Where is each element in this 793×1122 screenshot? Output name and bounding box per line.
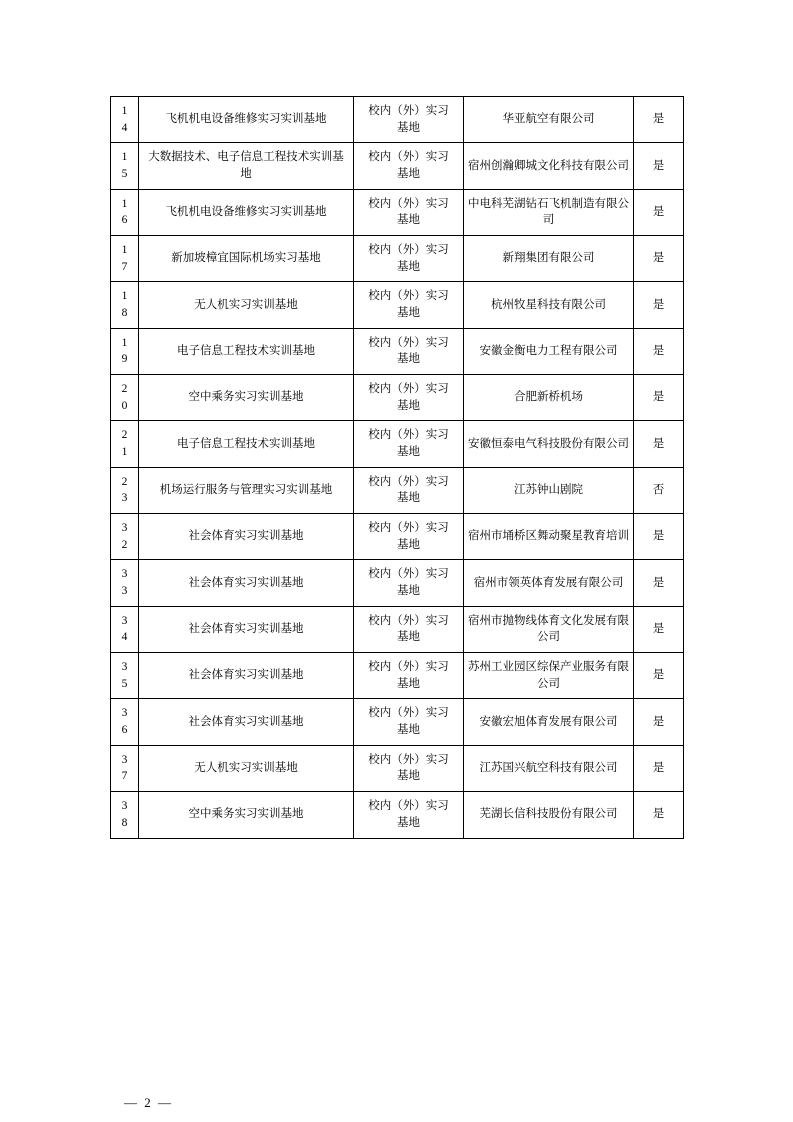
row-index-cell: 1 8 — [111, 282, 139, 328]
base-type-cell — [354, 328, 464, 374]
base-type-line1: 校内（外）实习 — [368, 244, 449, 257]
base-type-line1: 校内（外）实习 — [368, 568, 449, 581]
table-row — [111, 282, 684, 328]
offcampus-flag-cell: 否 — [634, 467, 684, 513]
partner-org-cell: 华亚航空有限公司 — [464, 97, 634, 143]
partner-org-cell: 宿州市抛物线体育文化发展有限公司 — [464, 606, 634, 652]
base-type-cell — [354, 560, 464, 606]
base-type-line2: 基地 — [397, 538, 420, 551]
base-type-line2: 基地 — [397, 168, 420, 181]
offcampus-flag-cell: 是 — [634, 560, 684, 606]
base-type-line2: 基地 — [397, 770, 420, 783]
offcampus-flag-cell: 是 — [634, 745, 684, 791]
partner-org-cell: 江苏国兴航空科技有限公司 — [464, 745, 634, 791]
base-type-line1: 校内（外）实习 — [368, 429, 449, 442]
offcampus-flag-cell: 是 — [634, 189, 684, 235]
base-type-line1: 校内（外）实习 — [368, 151, 449, 164]
row-index-cell: 3 4 — [111, 606, 139, 652]
base-name-cell: 机场运行服务与管理实习实训基地 — [139, 467, 354, 513]
base-type-line1: 校内（外）实习 — [368, 522, 449, 535]
table-row — [111, 606, 684, 652]
offcampus-flag-cell: 是 — [634, 143, 684, 189]
base-name-cell: 空中乘务实习实训基地 — [139, 792, 354, 838]
table-body — [111, 97, 684, 839]
partner-org-cell: 安徽宏旭体育发展有限公司 — [464, 699, 634, 745]
partner-org-cell: 安徽金衡电力工程有限公司 — [464, 328, 634, 374]
base-name-cell: 飞机机电设备维修实习实训基地 — [139, 189, 354, 235]
row-index-cell: 1 4 — [111, 97, 139, 143]
partner-org-cell: 中电科芜湖钻石飞机制造有限公司 — [464, 189, 634, 235]
table-row — [111, 189, 684, 235]
partner-org-cell: 苏州工业园区综保产业服务有限公司 — [464, 653, 634, 699]
row-index-cell: 3 8 — [111, 792, 139, 838]
base-name-cell: 无人机实习实训基地 — [139, 282, 354, 328]
table-row — [111, 421, 684, 467]
base-type-cell — [354, 143, 464, 189]
base-type-line1: 校内（外）实习 — [368, 290, 449, 303]
base-name-cell: 飞机机电设备维修实习实训基地 — [139, 97, 354, 143]
base-name-cell: 社会体育实习实训基地 — [139, 699, 354, 745]
base-type-line1: 校内（外）实习 — [368, 105, 449, 117]
base-name-cell: 社会体育实习实训基地 — [139, 514, 354, 560]
base-type-line1: 校内（外）实习 — [368, 336, 449, 349]
table-row — [111, 467, 684, 513]
base-type-line2: 基地 — [397, 353, 420, 366]
base-type-line1: 校内（外）实习 — [368, 614, 449, 627]
base-type-line2: 基地 — [397, 307, 420, 320]
base-type-line2: 基地 — [397, 260, 420, 273]
base-type-cell — [354, 97, 464, 143]
base-type-cell — [354, 514, 464, 560]
row-index-cell: 3 6 — [111, 699, 139, 745]
base-type-line2: 基地 — [397, 724, 420, 737]
offcampus-flag-cell: 是 — [634, 699, 684, 745]
base-type-line2: 基地 — [397, 214, 420, 227]
partner-org-cell: 宿州市埇桥区舞动聚星教育培训 — [464, 514, 634, 560]
base-type-line2: 基地 — [397, 585, 420, 598]
row-index-cell: 1 9 — [111, 328, 139, 374]
table-row — [111, 699, 684, 745]
table-row — [111, 514, 684, 560]
row-index-cell: 1 6 — [111, 189, 139, 235]
base-name-cell: 电子信息工程技术实训基地 — [139, 421, 354, 467]
partner-org-cell: 芜湖长信科技股份有限公司 — [464, 792, 634, 838]
base-type-cell — [354, 653, 464, 699]
base-type-line2: 基地 — [397, 816, 420, 829]
offcampus-flag-cell: 是 — [634, 792, 684, 838]
table-row — [111, 97, 684, 143]
row-index-cell: 2 0 — [111, 375, 139, 421]
page-number: — 2 — — [124, 1095, 173, 1110]
table-row — [111, 560, 684, 606]
base-type-cell — [354, 467, 464, 513]
offcampus-flag-cell: 是 — [634, 282, 684, 328]
base-name-cell: 无人机实习实训基地 — [139, 745, 354, 791]
base-type-line1: 校内（外）实习 — [368, 383, 449, 396]
page-footer — [110, 1095, 683, 1111]
base-type-line1: 校内（外）实习 — [368, 707, 449, 720]
base-name-cell: 社会体育实习实训基地 — [139, 653, 354, 699]
base-type-line1: 校内（外）实习 — [368, 800, 449, 813]
internship-base-table — [110, 96, 684, 839]
row-index-cell: 3 2 — [111, 514, 139, 560]
base-type-cell — [354, 421, 464, 467]
partner-org-cell: 江苏钟山剧院 — [464, 467, 634, 513]
offcampus-flag-cell: 是 — [634, 375, 684, 421]
partner-org-cell: 杭州牧星科技有限公司 — [464, 282, 634, 328]
partner-org-cell: 新翔集团有限公司 — [464, 236, 634, 282]
base-type-line2: 基地 — [397, 677, 420, 690]
base-name-cell: 社会体育实习实训基地 — [139, 560, 354, 606]
base-type-line1: 校内（外）实习 — [368, 753, 449, 766]
offcampus-flag-cell: 是 — [634, 653, 684, 699]
offcampus-flag-cell: 是 — [634, 421, 684, 467]
table-row — [111, 236, 684, 282]
partner-org-cell: 宿州创瀚卿城文化科技有限公司 — [464, 143, 634, 189]
base-name-cell: 社会体育实习实训基地 — [139, 606, 354, 652]
table-row — [111, 143, 684, 189]
table-row — [111, 653, 684, 699]
base-type-cell — [354, 745, 464, 791]
base-type-line2: 基地 — [397, 492, 420, 505]
base-type-line2: 基地 — [397, 446, 420, 459]
row-index-cell: 1 7 — [111, 236, 139, 282]
row-index-cell: 3 5 — [111, 653, 139, 699]
base-type-cell — [354, 189, 464, 235]
partner-org-cell: 合肥新桥机场 — [464, 375, 634, 421]
base-type-cell — [354, 375, 464, 421]
partner-org-cell: 宿州市领英体育发展有限公司 — [464, 560, 634, 606]
base-name-cell: 大数据技术、电子信息工程技术实训基地 — [139, 143, 354, 189]
base-type-line2: 基地 — [397, 399, 420, 412]
base-type-cell — [354, 792, 464, 838]
base-type-cell — [354, 236, 464, 282]
base-type-line1: 校内（外）实习 — [368, 475, 449, 488]
offcampus-flag-cell: 是 — [634, 514, 684, 560]
row-index-cell: 1 5 — [111, 143, 139, 189]
offcampus-flag-cell: 是 — [634, 236, 684, 282]
offcampus-flag-cell: 是 — [634, 97, 684, 143]
base-type-line2: 基地 — [397, 631, 420, 644]
base-name-cell: 空中乘务实习实训基地 — [139, 375, 354, 421]
base-type-cell — [354, 606, 464, 652]
base-type-cell — [354, 282, 464, 328]
offcampus-flag-cell: 是 — [634, 328, 684, 374]
row-index-cell: 3 3 — [111, 560, 139, 606]
partner-org-cell: 安徽恒泰电气科技股份有限公司 — [464, 421, 634, 467]
table-row — [111, 792, 684, 838]
base-type-line2: 基地 — [397, 121, 420, 134]
table-row — [111, 745, 684, 791]
base-type-line1: 校内（外）实习 — [368, 197, 449, 210]
table-row — [111, 375, 684, 421]
offcampus-flag-cell: 是 — [634, 606, 684, 652]
row-index-cell: 2 1 — [111, 421, 139, 467]
base-name-cell: 新加坡樟宜国际机场实习基地 — [139, 236, 354, 282]
base-name-cell: 电子信息工程技术实训基地 — [139, 328, 354, 374]
row-index-cell: 2 3 — [111, 467, 139, 513]
table-row — [111, 328, 684, 374]
base-type-cell — [354, 699, 464, 745]
base-type-line1: 校内（外）实习 — [368, 661, 449, 674]
row-index-cell: 3 7 — [111, 745, 139, 791]
